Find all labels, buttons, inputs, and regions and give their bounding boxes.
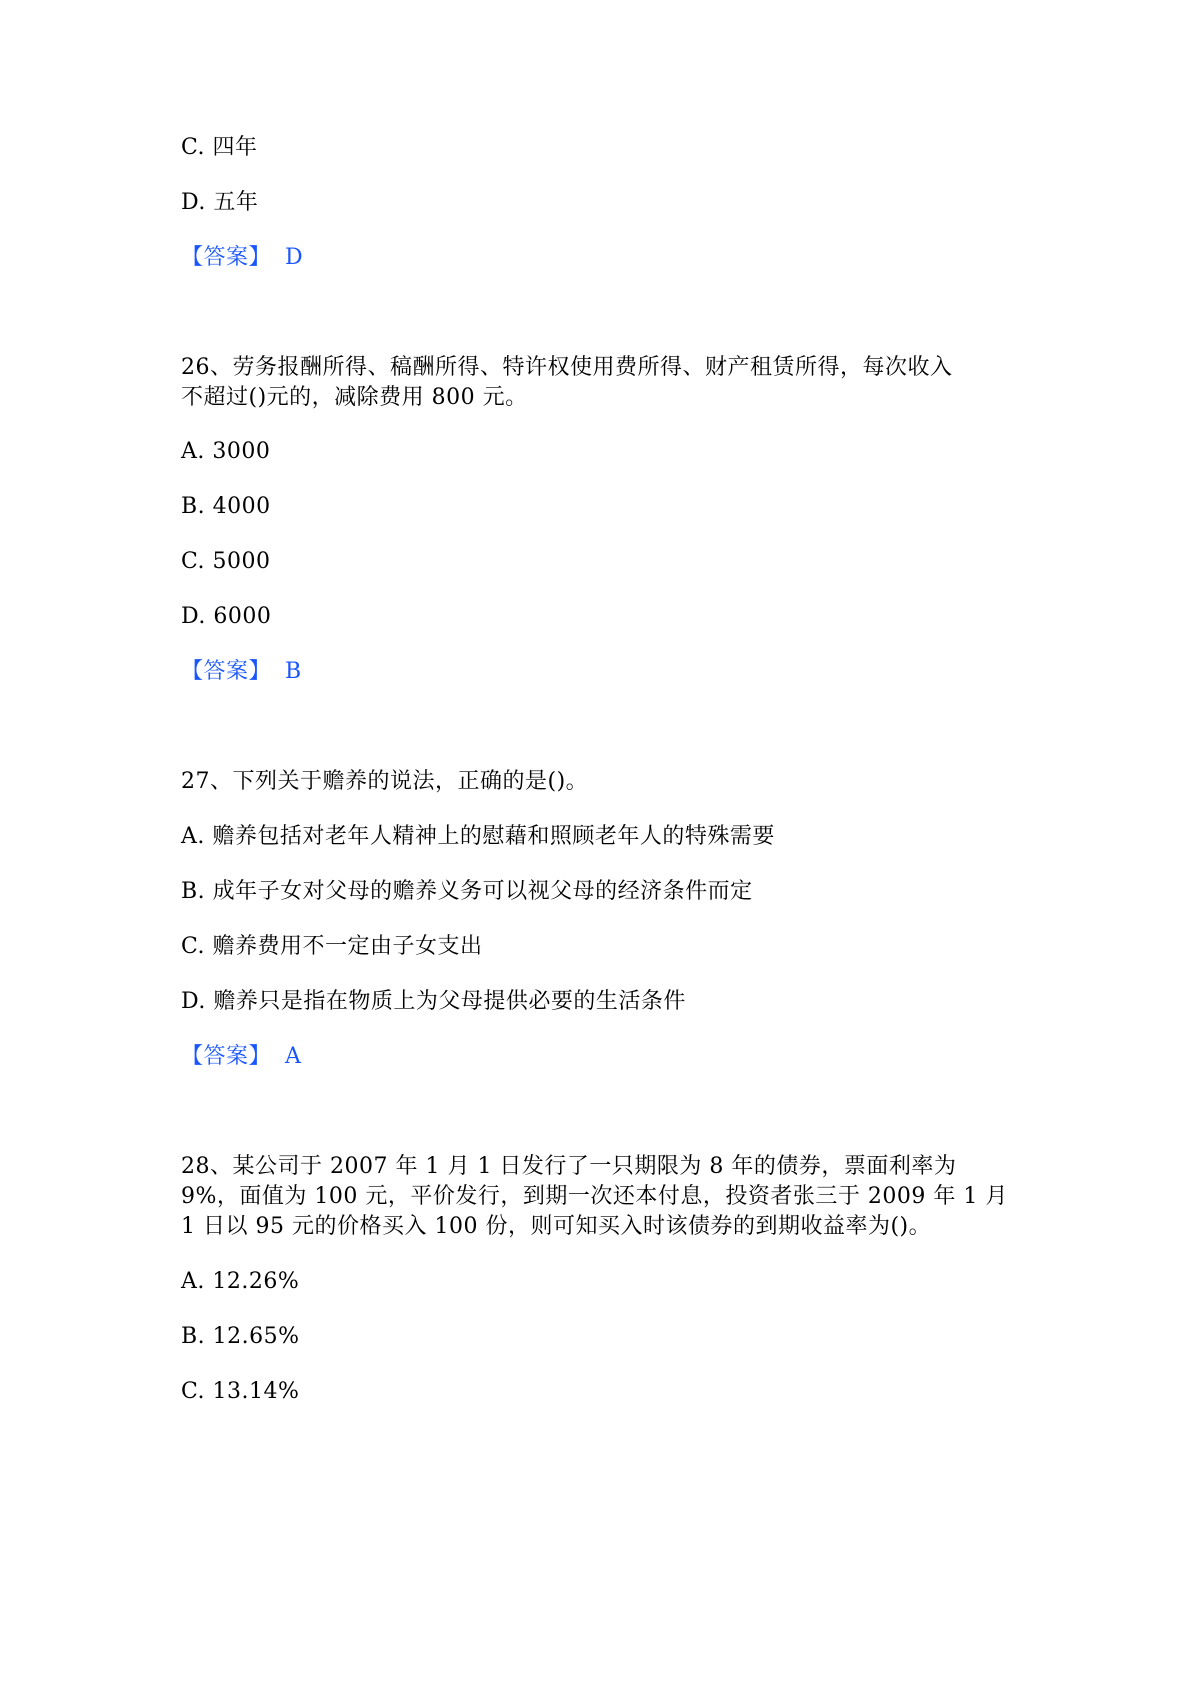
answer-label: 【答案】 (181, 659, 272, 684)
answer-line (181, 242, 303, 274)
answer-value: B (285, 659, 302, 684)
question-27-line-1: 27、下列关于赡养的说法，正确的是()。 (181, 769, 589, 794)
question-28-line-3: 1 日以 95 元的价格买入 100 份，则可知买入时该债券的到期收益率为()。 (181, 1214, 932, 1239)
option-d: D. 五年 (181, 190, 259, 215)
question-28-line-2: 9%，面值为 100 元，平价发行，到期一次还本付息，投资者张三于 2009 年 1 月 (181, 1184, 1008, 1209)
option-c: C. 13.14% (181, 1379, 300, 1404)
option-a: A. 赡养包括对老年人精神上的慰藉和照顾老年人的特殊需要 (181, 824, 775, 849)
answer-label: 【答案】 (181, 1044, 272, 1069)
option-d: D. 赡养只是指在物质上为父母提供必要的生活条件 (181, 989, 686, 1014)
option-c: C. 5000 (181, 549, 271, 574)
answer-line (181, 1041, 301, 1073)
option-c: C. 四年 (181, 135, 258, 160)
option-a: A. 12.26% (181, 1269, 300, 1294)
question-28-line-1: 28、某公司于 2007 年 1 月 1 日发行了一只期限为 8 年的债券，票面利率为 (181, 1154, 957, 1179)
option-b: B. 12.65% (181, 1324, 300, 1349)
option-a: A. 3000 (181, 439, 271, 464)
option-d: D. 6000 (181, 604, 272, 629)
answer-value: A (285, 1044, 302, 1069)
question-26-line-1: 26、劳务报酬所得、稿酬所得、特许权使用费所得、财产租赁所得，每次收入 (181, 355, 953, 380)
answer-line (181, 656, 302, 688)
option-b: B. 成年子女对父母的赡养义务可以视父母的经济条件而定 (181, 879, 753, 904)
option-b: B. 4000 (181, 494, 271, 519)
answer-value: D (285, 245, 304, 270)
question-26-line-2: 不超过()元的，减除费用 800 元。 (181, 385, 528, 410)
answer-label: 【答案】 (181, 245, 272, 270)
option-c: C. 赡养费用不一定由子女支出 (181, 934, 483, 959)
